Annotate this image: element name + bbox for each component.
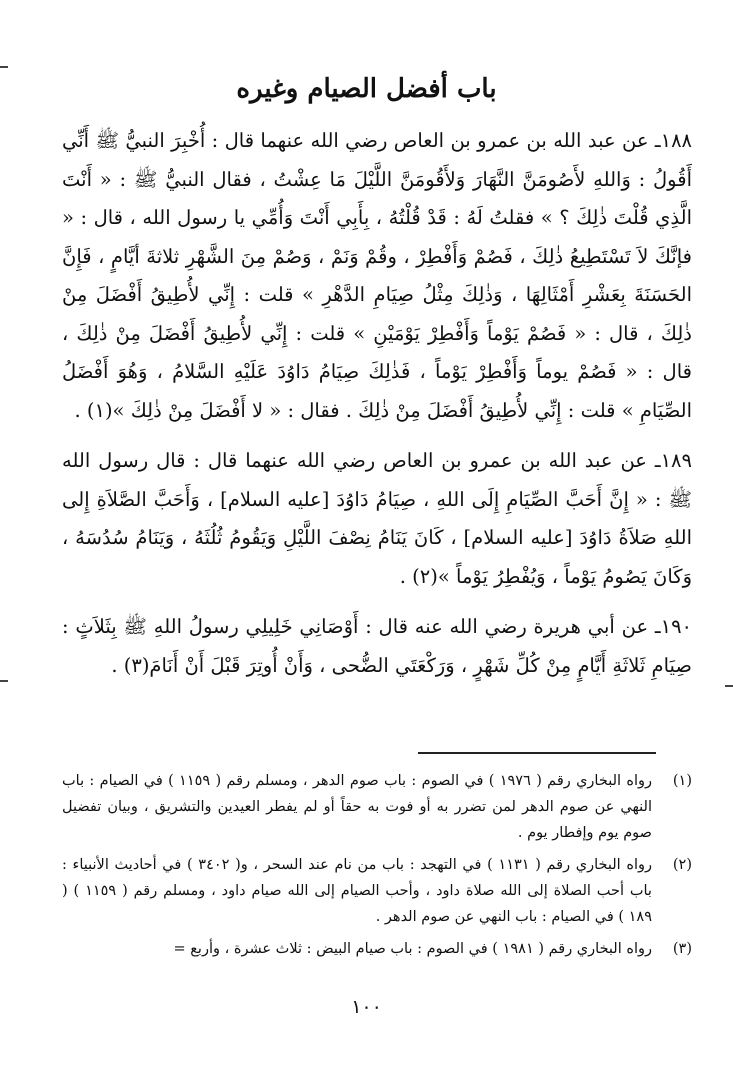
page-number: ١٠٠ xyxy=(351,996,382,1018)
footnote xyxy=(62,936,692,962)
chapter-title: باب أفضل الصيام وغيره xyxy=(236,74,497,104)
footnote-text: رواه البخاري رقم ( ١٩٧٦ ) في الصوم : باب صوم الدهر ، ومسلم رقم ( ١١٥٩ ) في الصيام : باب النهي عن صوم الدهر لمن تضرر به أو فوت به حقاً أو لم يفطر العيدين والتشريق ، وبيان تفضيل صوم يوم وإفطار يوم . xyxy=(62,773,652,841)
hadith-paragraph xyxy=(62,442,692,596)
hadith-text: عن عبد الله بن عمرو بن العاص رضي الله عنهما قال : أُخْبِرَ النبيُّ ﷺ أَنِّي أَقُولُ : وَاللهِ لأَصُومَنَّ النَّهَارَ وَلأَقُومَنَّ اللَّيْلَ مَا عِشْتُ ، فقال النبيُّ ﷺ : « أَنْتَ الَّذِي قُلْتَ ذٰلِكَ ؟ » فقلتُ لَهُ : قَدْ قُلْتُهُ ، بِأَبِي أَنْتَ وَأُمِّي يا رسول الله ، قال : « فإنَّكَ لاَ تَسْتَطِيعُ ذٰلِكَ ، فَصُمْ وَأَفْطِرْ ، وقُمْ وَنَمْ ، وَصُمْ مِنَ الشَّهْرِ ثلاثةَ أيَّامٍ ، فَإِنَّ الحَسَنَةَ بِعَشْرِ أَمْثَالِهَا ، وَذٰلِكَ مِثْلُ صِيَامِ الدَّهْرِ » قلت : إِنِّي لأُطِيقُ أَفْضَلَ مِنْ ذٰلِكَ ، قال : « فَصُمْ يَوْماً وَأَفْطِرْ يَوْمَيْنِ » قلت : إِنِّي لأُطِيقُ أَفْضَلَ مِنْ ذٰلِكَ ، قال : « فَصُمْ يوماً وَأَفْطِرْ يَوْماً ، فَذٰلِكَ صِيَامُ دَاوُدَ عَلَيْهِ السَّلامُ ، وَهُوَ أَفْضَلُ الصِّيَامِ » قلت : إِنِّي لأُطِيقُ أَفْضَلَ مِنْ ذٰلِكَ . فقال : « لا أَفْضَلَ مِنْ ذٰلِكَ »(١) . xyxy=(62,129,692,422)
margin-mark xyxy=(0,66,8,68)
margin-mark xyxy=(0,680,8,682)
footnote-text: رواه البخاري رقم ( ١٩٨١ ) في الصوم : باب صيام البيض : ثلاث عشرة ، وأربع = xyxy=(173,941,652,957)
hadith-text: عن عبد الله بن عمرو بن العاص رضي الله عنهما قال : قال رسول الله ﷺ : « إِنَّ أَحَبَّ الصِّيَامِ إِلَى اللهِ ، صِيَامُ دَاوُدَ [عليه السلام] ، وَأَحَبَّ الصَّلاَةِ إِلى اللهِ صَلاَةُ دَاوُدَ [عليه السلام] ، كَانَ يَنَامُ نِصْفَ اللَّيْلِ وَيَقُومُ ثُلُثَهُ ، وَيَنَامُ سُدُسَهُ ، وَكَانَ يَصُومُ يَوْماً ، وَيُفْطِرُ يَوْماً »(٢) . xyxy=(62,449,692,588)
footnote-text: رواه البخاري رقم ( ١١٣١ ) في التهجد : باب من نام عند السحر ، و( ٣٤٠٢ ) في أحاديث الأنبياء : باب أحب الصلاة إلى الله صلاة داود ، وأحب الصيام إلى الله صيام داود ، ومسلم رقم ( ١١٥٩ ) ( ١٨٩ ) في الصيام : باب النهي عن صوم الدهر . xyxy=(62,857,652,925)
footnote xyxy=(62,852,692,930)
hadith-number: ١٨٨ـ xyxy=(654,129,693,152)
hadith-number: ١٩٠ـ xyxy=(654,615,693,638)
hadith-number: ١٨٩ـ xyxy=(654,449,692,472)
footnote-divider xyxy=(418,752,656,754)
footnote-number: (١) xyxy=(672,773,692,789)
footnote-number: (٣) xyxy=(672,941,692,957)
footnote-number: (٢) xyxy=(672,857,692,873)
hadith-body xyxy=(62,122,692,697)
hadith-text: عن أبي هريرة رضي الله عنه قال : أَوْصَانِي خَلِيلِي رسولُ اللهِ ﷺ بِثَلاَثٍ : صِيَامِ ثَلاثَةِ أَيَّامٍ مِنْ كُلِّ شَهْرٍ ، وَرَكْعَتَي الضُّحى ، وَأَنْ أُوتِرَ قَبْلَ أَنْ أَنَامَ(٣) . xyxy=(62,615,692,677)
margin-mark xyxy=(725,685,733,687)
hadith-paragraph xyxy=(62,122,692,430)
footnote xyxy=(62,768,692,846)
hadith-paragraph xyxy=(62,608,692,685)
footnotes xyxy=(62,768,692,968)
